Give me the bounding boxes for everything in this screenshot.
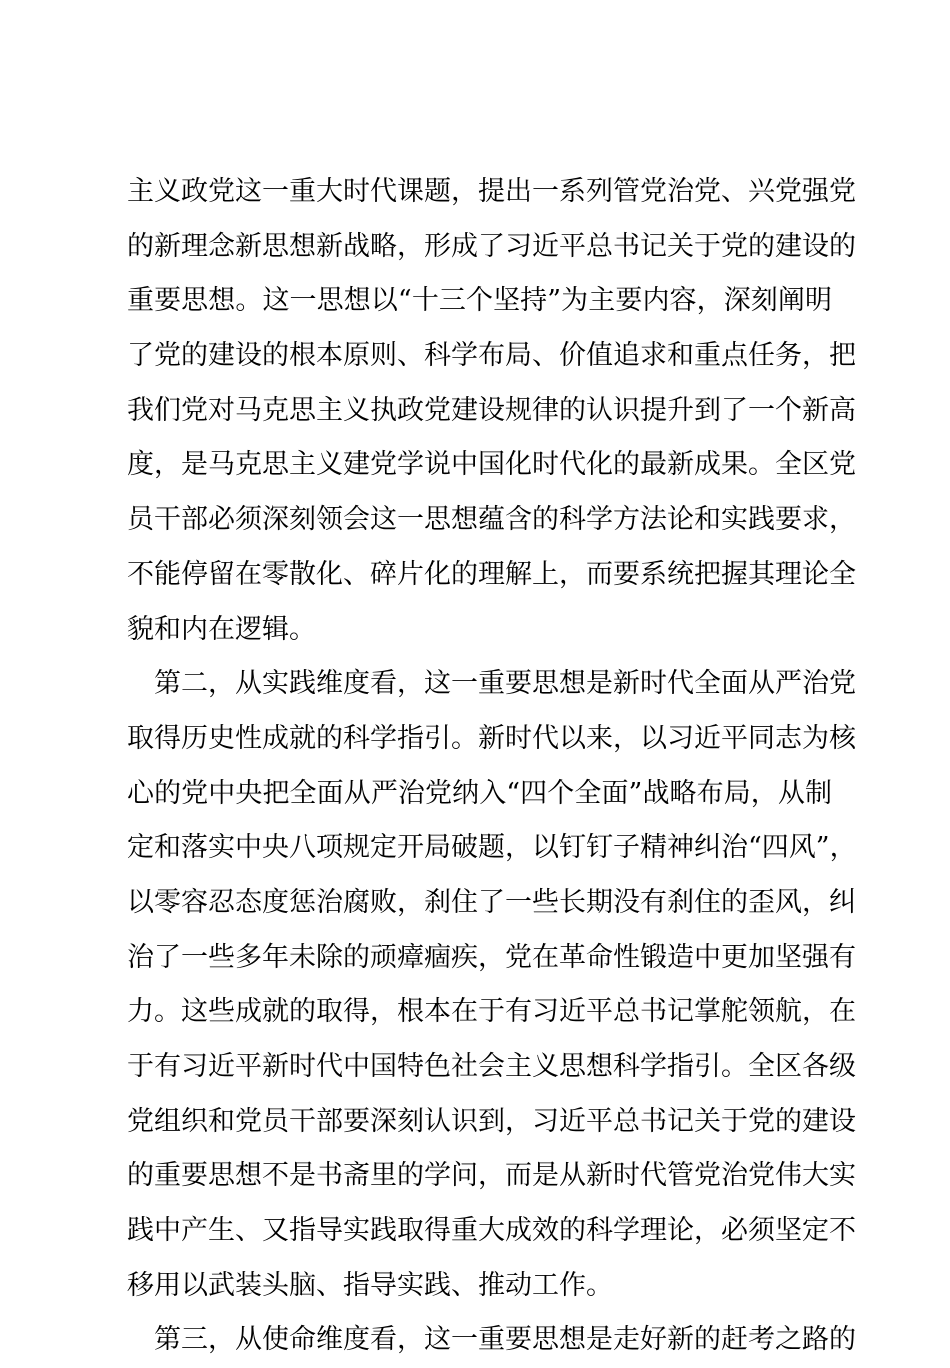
text-line: 力。这些成就的取得，根本在于有习近平总书记掌舵领航，在: [127, 996, 856, 1028]
text-line: 以零容忍态度惩治腐败，刹住了一些长期没有刹住的歪风，纠: [127, 886, 856, 918]
text-line: 移用以武装头脑、指导实践、推动工作。: [127, 1269, 613, 1301]
text-line: 不能停留在零散化、碎片化的理解上，而要系统把握其理论全: [127, 558, 856, 590]
text-line: 重要思想。这一思想以“十三个坚持”为主要内容，深刻阐明: [127, 285, 832, 317]
text-line: 主义政党这一重大时代课题，提出一系列管党治党、兴党强党: [127, 176, 856, 207]
text-line: 党组织和党员干部要深刻认识到，习近平总书记关于党的建设: [127, 1105, 856, 1137]
text-line: 员干部必须深刻领会这一思想蕴含的科学方法论和实践要求，: [127, 504, 856, 536]
text-line: 了党的建设的根本原则、科学布局、价值追求和重点任务，把: [127, 340, 856, 372]
text-line: 取得历史性成就的科学指引。新时代以来，以习近平同志为核: [127, 722, 856, 754]
text-line: 第三，从使命维度看，这一重要思想是走好新的赶考之路的: [127, 1324, 856, 1356]
text-line: 貌和内在逻辑。: [127, 613, 316, 645]
text-line: 的新理念新思想新战略，形成了习近平总书记关于党的建设的: [127, 230, 856, 262]
text-line: 心的党中央把全面从严治党纳入“四个全面”战略布局，从制: [127, 777, 832, 809]
body-text: [127, 165, 857, 1368]
text-line: 于有习近平新时代中国特色社会主义思想科学指引。全区各级: [127, 1051, 856, 1082]
text-line: 定和落实中央八项规定开局破题，以钉钉子精神纠治“四风”，: [127, 832, 857, 864]
text-line: 践中产生、又指导实践取得重大成效的科学理论，必须坚定不: [127, 1215, 856, 1247]
text-line: 度，是马克思主义建党学说中国化时代化的最新成果。全区党: [127, 449, 856, 481]
text-line: 治了一些多年未除的顽瘴痼疾，党在革命性锻造中更加坚强有: [127, 941, 856, 973]
text-line: 第二，从实践维度看，这一重要思想是新时代全面从严治党: [127, 668, 856, 700]
text-line: 我们党对马克思主义执政党建设规律的认识提升到了一个新高: [127, 394, 856, 426]
text-line: 的重要思想不是书斋里的学问，而是从新时代管党治党伟大实: [127, 1160, 856, 1192]
